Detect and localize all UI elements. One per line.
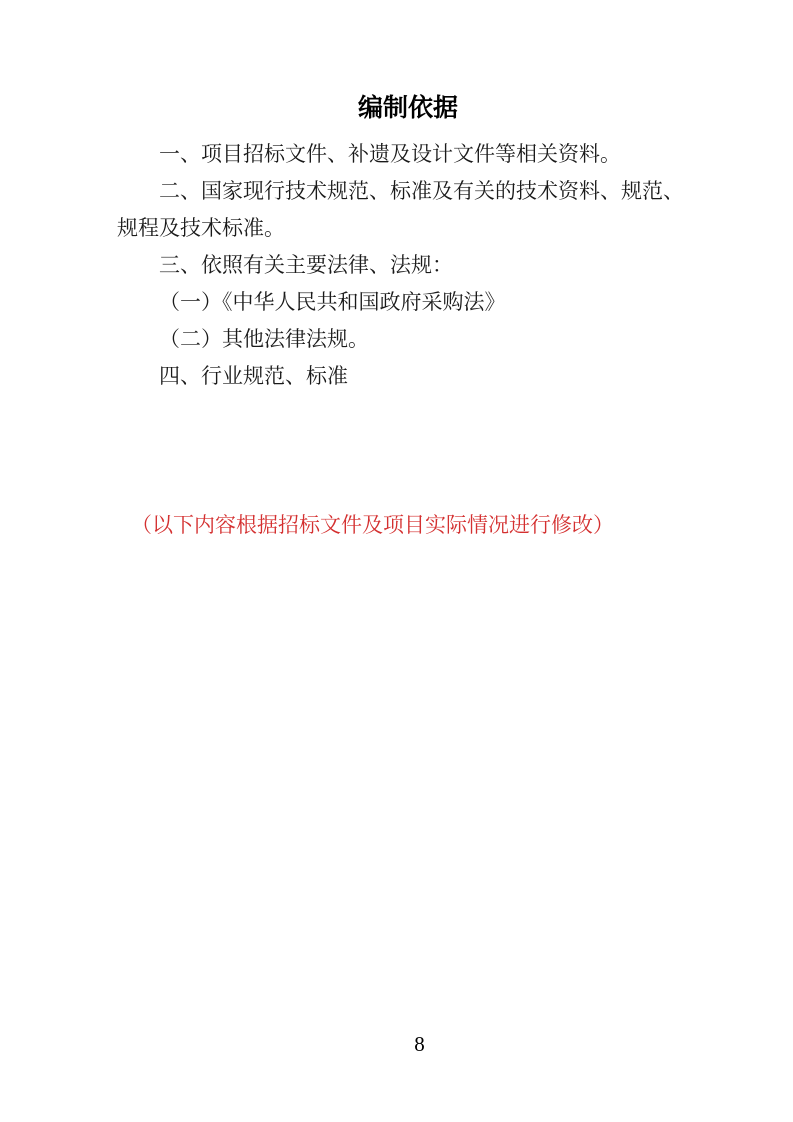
body-line-5: （二）其他法律法规。 xyxy=(159,327,369,351)
revision-note: （以下内容根据招标文件及项目实际情况进行修改） xyxy=(131,513,614,537)
body-line-6: 四、行业规范、标准 xyxy=(159,364,348,388)
page-number: 8 xyxy=(414,1032,425,1056)
page-footer xyxy=(0,1030,793,1058)
body-line-1: 一、项目招标文件、补遗及设计文件等相关资料。 xyxy=(159,142,621,166)
body-line-4: （一）《中华人民共和国政府采购法》 xyxy=(159,290,506,314)
body-line-3: 三、依照有关主要法律、法规： xyxy=(159,253,453,277)
document-content xyxy=(0,0,793,544)
body-line-2-continuation: 规程及技术标准。 xyxy=(117,216,285,240)
body-line-2: 二、国家现行技术规范、标准及有关的技术资料、规范、 xyxy=(159,179,684,203)
page-title: 编制依据 xyxy=(357,94,458,122)
